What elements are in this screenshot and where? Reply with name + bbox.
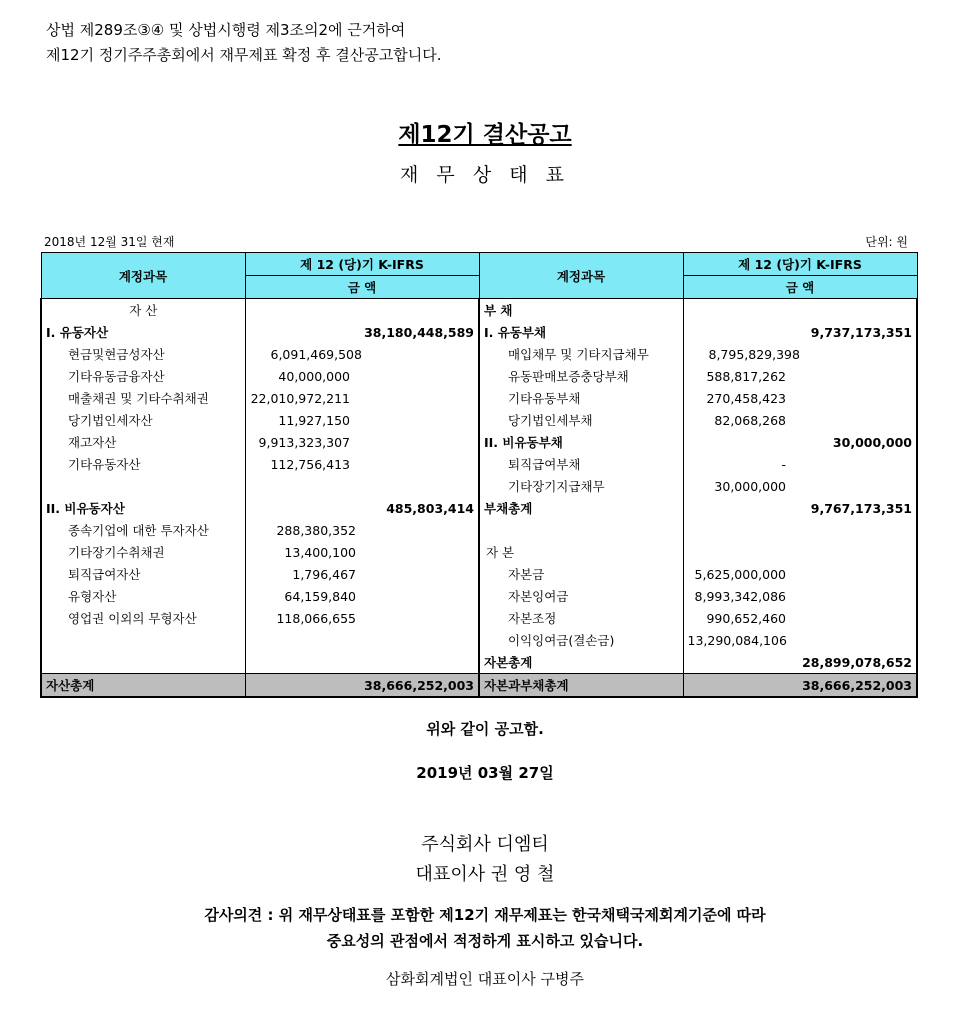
item-label: 유동판매보증충당부채: [479, 365, 683, 387]
equity-heading: 자 본: [479, 541, 683, 563]
liabilities-total-value: 9,767,173,351: [683, 497, 917, 519]
item-label: 자본금: [479, 563, 683, 585]
current-liabilities-total: 9,737,173,351: [683, 321, 917, 343]
item-label: 재고자산: [41, 431, 245, 453]
liabilities-equity-total-label: 자본과부채총계: [479, 674, 683, 698]
balance-sheet-table: [40, 252, 918, 698]
item-value: 30,000,000: [683, 475, 917, 497]
item-value: 5,625,000,000: [683, 563, 917, 585]
table-row: [41, 497, 917, 519]
auditor-name: 삼화회계법인 대표이사 구병주: [386, 970, 584, 988]
as-of-date: 2018년 12월 31일 현재: [44, 235, 175, 249]
item-label: 현금및현금성자산: [41, 343, 245, 365]
item-value: 82,068,268: [683, 409, 917, 431]
current-liabilities-label: I. 유동부채: [479, 321, 683, 343]
item-value: 13,290,084,106: [683, 629, 917, 651]
item-label: 이익잉여금(결손금): [479, 629, 683, 651]
noncurrent-assets-label: II. 비유동자산: [41, 497, 245, 519]
table-row: [41, 387, 917, 409]
item-label: 기타유동금융자산: [41, 365, 245, 387]
item-value: 288,380,352: [245, 519, 479, 541]
header-amount-left: 금 액: [245, 276, 479, 299]
notice-date: 2019년 03월 27일: [416, 764, 554, 782]
audit-opinion: [0, 902, 970, 954]
table-row: [41, 585, 917, 607]
equity-total-value: 28,899,078,652: [683, 651, 917, 674]
item-label: 영업권 이외의 무형자산: [41, 607, 245, 629]
assets-total-value: 38,666,252,003: [245, 674, 479, 698]
intro-text: [46, 18, 441, 68]
notice-text: 위와 같이 공고함.: [426, 720, 544, 738]
table-row: [41, 563, 917, 585]
item-label: 기타장기지급채무: [479, 475, 683, 497]
item-label: 퇴직급여부채: [479, 453, 683, 475]
current-assets-label: I. 유동자산: [41, 321, 245, 343]
item-label: 매입채무 및 기타지급채무: [479, 343, 683, 365]
item-value: 40,000,000: [245, 365, 479, 387]
item-label: 종속기업에 대한 투자자산: [41, 519, 245, 541]
item-label: 자본조정: [479, 607, 683, 629]
table-row: [41, 541, 917, 563]
item-label: 당기법인세부채: [479, 409, 683, 431]
assets-heading: 자 산: [41, 299, 245, 322]
item-value: 1,796,467: [245, 563, 479, 585]
item-value: 13,400,100: [245, 541, 479, 563]
current-assets-total: 38,180,448,589: [245, 321, 479, 343]
intro-line-2: 제12기 정기주주총회에서 재무제표 확정 후 결산공고합니다.: [46, 46, 442, 64]
noncurrent-assets-total: 485,803,414: [245, 497, 479, 519]
item-value: 22,010,972,211: [245, 387, 479, 409]
table-row: [41, 431, 917, 453]
item-label: 기타유동부채: [479, 387, 683, 409]
item-value: 112,756,413: [245, 453, 479, 475]
item-label: 자본잉여금: [479, 585, 683, 607]
noncurrent-liabilities-total: 30,000,000: [683, 431, 917, 453]
table-row: [41, 651, 917, 674]
page-title: 제12기 결산공고: [398, 122, 572, 148]
table-row: [41, 343, 917, 365]
item-value: 118,066,655: [245, 607, 479, 629]
item-value: -: [683, 453, 917, 475]
header-account-right: 계정과목: [479, 253, 683, 299]
item-value: 6,091,469,508: [245, 343, 479, 365]
liabilities-equity-total-value: 38,666,252,003: [683, 674, 917, 698]
item-label: 퇴직급여자산: [41, 563, 245, 585]
item-value: 8,795,829,398: [683, 343, 917, 365]
header-period-left: 제 12 (당)기 K-IFRS: [245, 253, 479, 276]
item-value: 11,927,150: [245, 409, 479, 431]
equity-total-label: 자본총계: [479, 651, 683, 674]
table-row: [41, 475, 917, 497]
table-row: [41, 321, 917, 343]
unit-label: 단위: 원: [865, 235, 908, 249]
item-value: 270,458,423: [683, 387, 917, 409]
table-row: [41, 453, 917, 475]
item-label: 매출채권 및 기타수취채권: [41, 387, 245, 409]
header-amount-right: 금 액: [683, 276, 917, 299]
table-row: [41, 607, 917, 629]
table-row: [41, 629, 917, 651]
item-label: 기타장기수취채권: [41, 541, 245, 563]
table-row: [41, 299, 917, 322]
company-block: [0, 830, 970, 890]
ceo-name: 대표이사 권 영 철: [415, 864, 555, 885]
item-value: 990,652,460: [683, 607, 917, 629]
table-row: [41, 365, 917, 387]
header-period-right: 제 12 (당)기 K-IFRS: [683, 253, 917, 276]
table-row: [41, 519, 917, 541]
item-label: 당기법인세자산: [41, 409, 245, 431]
item-value: 588,817,262: [683, 365, 917, 387]
page-subtitle: 재 무 상 태 표: [400, 164, 570, 186]
noncurrent-liabilities-label: II. 비유동부채: [479, 431, 683, 453]
item-label: 기타유동자산: [41, 453, 245, 475]
assets-total-label: 자산총계: [41, 674, 245, 698]
liabilities-heading: 부 채: [479, 299, 683, 322]
item-value: 8,993,342,086: [683, 585, 917, 607]
table-row: [41, 409, 917, 431]
item-value: 9,913,323,307: [245, 431, 479, 453]
company-name: 주식회사 디엠티: [421, 834, 549, 855]
totals-row: [41, 674, 917, 698]
header-account-left: 계정과목: [41, 253, 245, 299]
audit-line-1: 감사의견 : 위 재무상태표를 포함한 제12기 재무제표는 한국채택국제회계기준에 따라: [204, 906, 766, 924]
liabilities-total-label: 부채총계: [479, 497, 683, 519]
item-label: 유형자산: [41, 585, 245, 607]
item-value: 64,159,840: [245, 585, 479, 607]
audit-line-2: 중요성의 관점에서 적정하게 표시하고 있습니다.: [326, 932, 644, 950]
intro-line-1: 상법 제289조③④ 및 상법시행령 제3조의2에 근거하여: [46, 21, 406, 39]
